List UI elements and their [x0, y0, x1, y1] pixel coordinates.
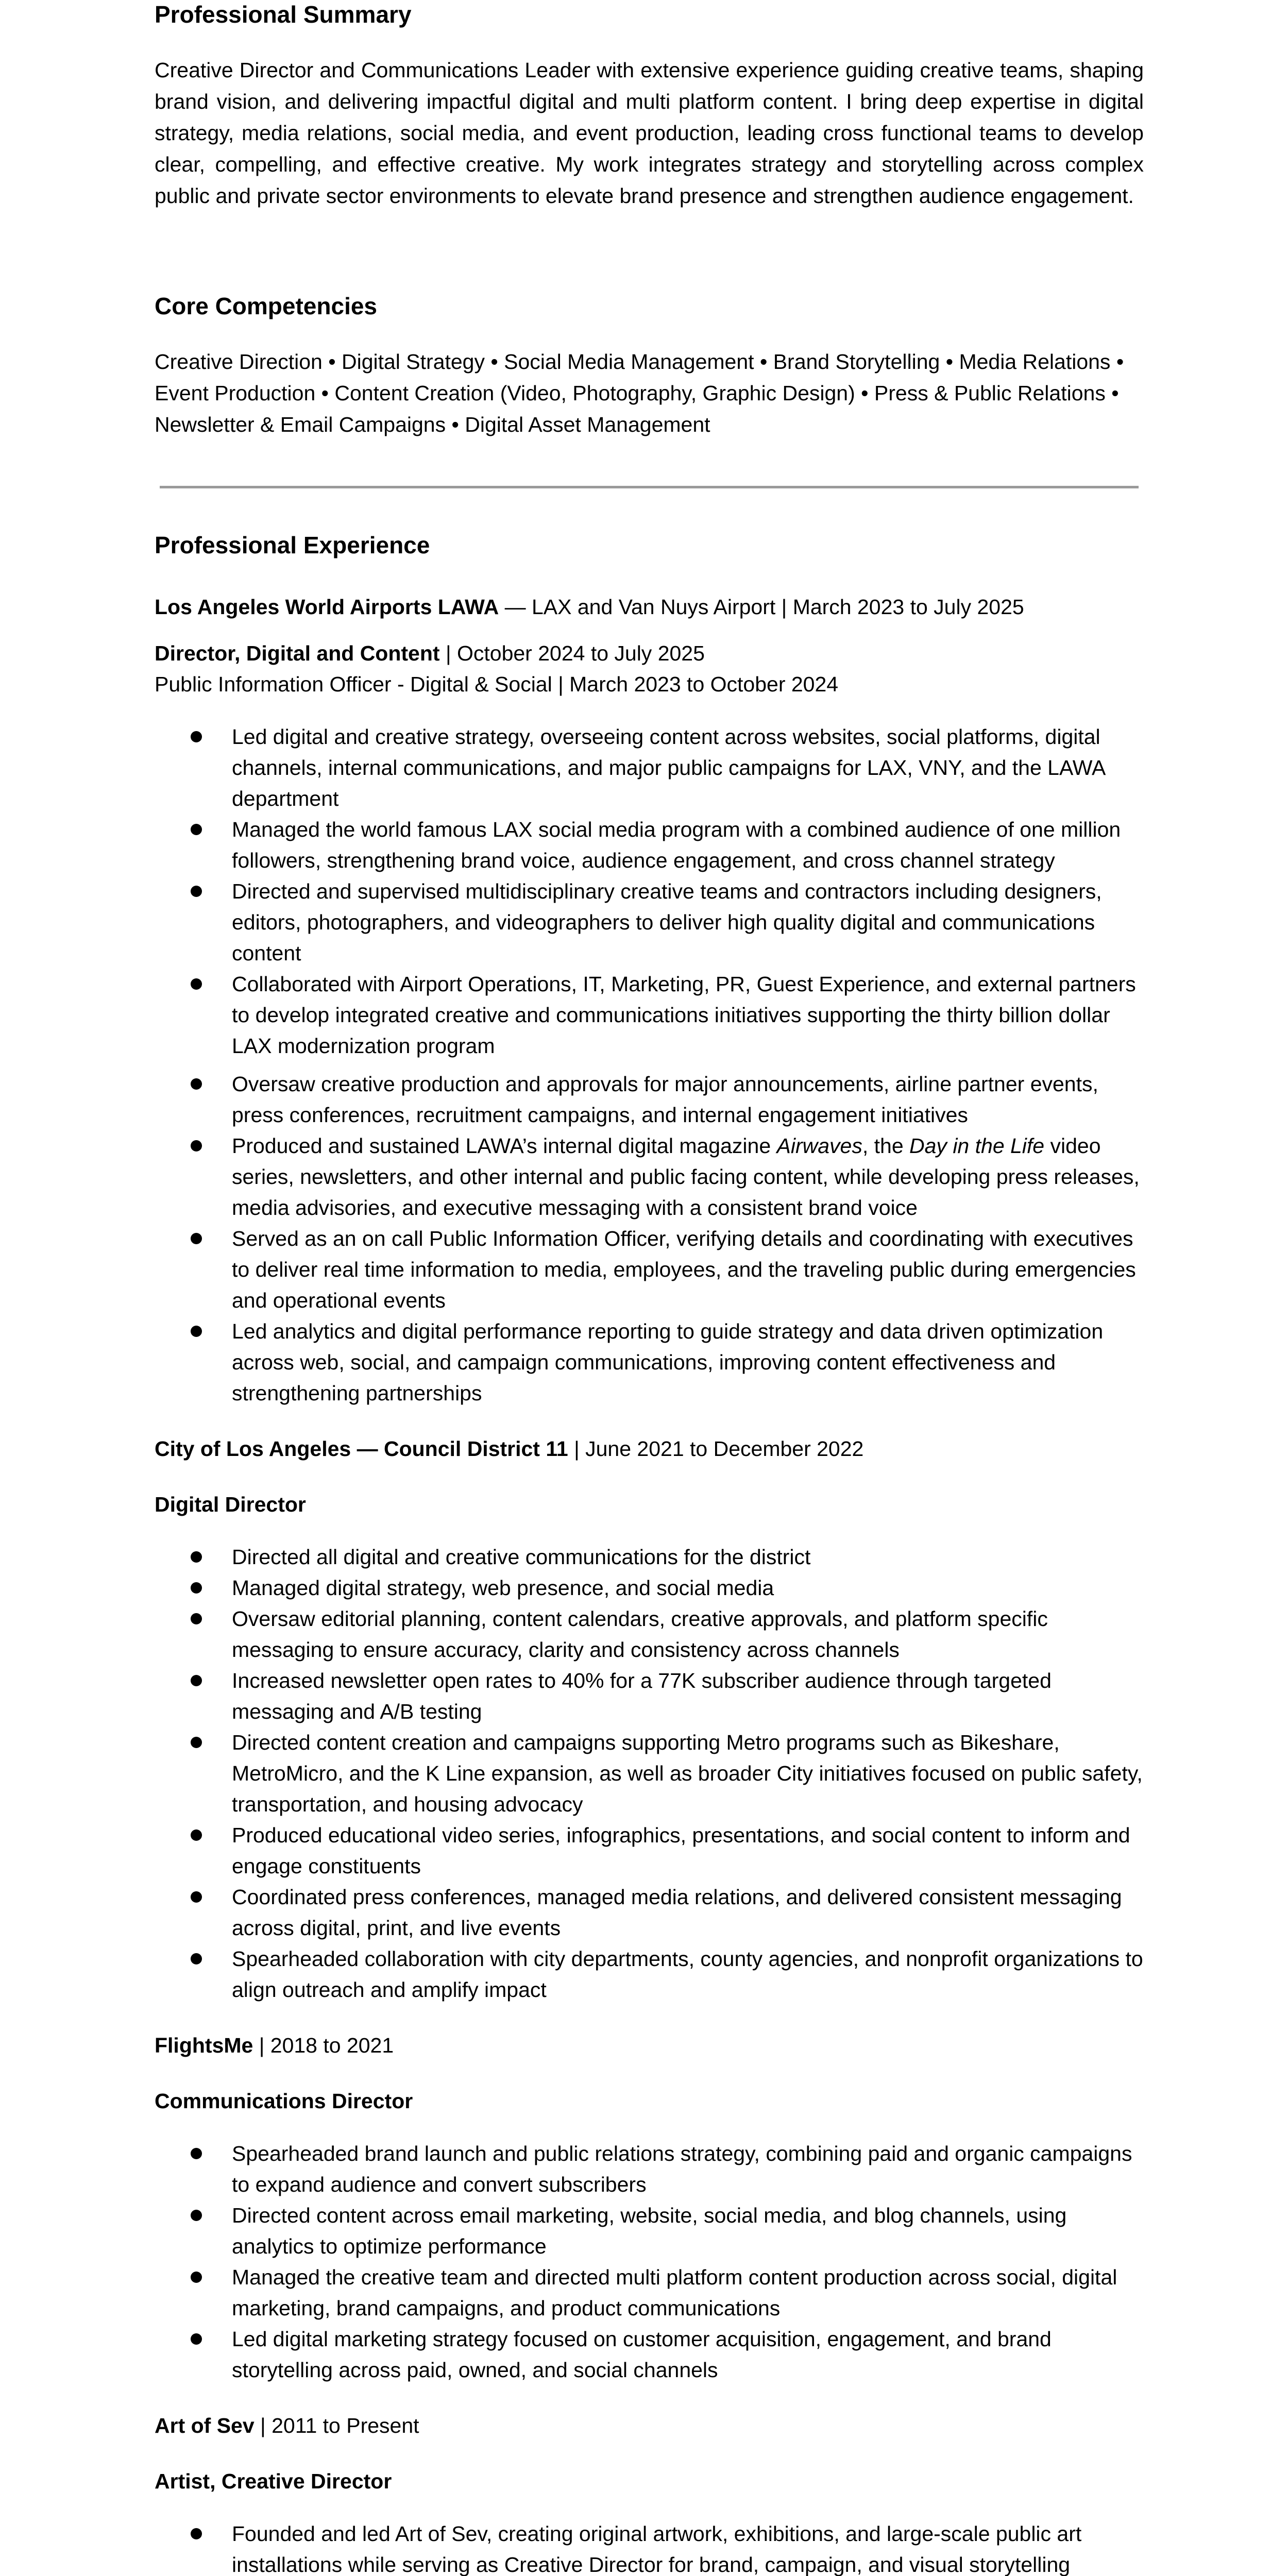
list-item: Directed all digital and creative communications for the district: [232, 1541, 1144, 1572]
list-item: Managed the world famous LAX social media program with a combined audience of one million followers, strengthening brand voice, audience engagement, and cross channel strategy: [232, 814, 1144, 876]
list-item: Led analytics and digital performance reporting to guide strategy and data driven optimization across web, social, and campaign communications, improving content effectiveness and strengthening partnerships: [232, 1316, 1144, 1409]
bullet-dot: [191, 731, 202, 742]
bullet-dot: [191, 1613, 202, 1624]
lawa-org-line: [155, 591, 1144, 622]
list-item: Coordinated press conferences, managed media relations, and delivered consistent messaging across digital, print, and live events: [232, 1882, 1144, 1943]
artofsev-title: Artist, Creative Director: [155, 2469, 392, 2493]
bullet-dot: [191, 1551, 202, 1563]
list-item: [232, 1130, 1144, 1223]
list-item: Directed content across email marketing, website, social media, and blog channels, using analytics to optimize performance: [232, 2200, 1144, 2262]
bullet-dot: [191, 1233, 202, 1244]
bullet-dot: [191, 1140, 202, 1151]
list-item: Managed the creative team and directed multi platform content production across social, digital marketing, brand campaigns, and product communications: [232, 2262, 1144, 2324]
magazine-bullet-p1: Produced and sustained LAWA’s internal digital magazine: [232, 1134, 777, 1158]
lawa-title: Director, Digital and Content: [155, 641, 440, 665]
list-item: Increased newsletter open rates to 40% for a 77K subscriber audience through targeted messaging and A/B testing: [232, 1665, 1144, 1727]
list-item: Spearheaded collaboration with city departments, county agencies, and nonprofit organizations to align outreach and amplify impact: [232, 1943, 1144, 2005]
video-series-title: Day in the Life: [909, 1134, 1045, 1158]
lawa-org-detail: — LAX and Van Nuys Airport | March 2023 to July 2025: [499, 595, 1024, 619]
divider: [160, 486, 1139, 488]
list-item: Directed and supervised multidisciplinary creative teams and contractors including designers, editors, photographers, and videographers to deliver high quality digital and communications content: [232, 876, 1144, 969]
bullet-dot: [191, 1829, 202, 1841]
competencies-section: [155, 292, 1144, 440]
list-item: Led digital and creative strategy, overseeing content across websites, social platforms, digital channels, internal communications, and major public campaigns for LAX, VNY, and the LAWA department: [232, 721, 1144, 814]
lawa-bullets: [155, 721, 1144, 1061]
summary-section: [155, 0, 1144, 212]
bullet-dot: [191, 2528, 202, 2539]
bullet-dot: [191, 1582, 202, 1594]
experience-heading: Professional Experience: [155, 532, 430, 558]
cd11-bullets: [155, 1541, 1144, 2005]
artofsev-org: Art of Sev: [155, 2414, 255, 2437]
bullet-dot: [191, 2148, 202, 2159]
bullet-dot: [191, 1737, 202, 1748]
artofsev-bullets: [155, 2518, 1144, 2576]
magazine-title: Airwaves: [776, 1134, 862, 1158]
experience-section: [155, 531, 1144, 2576]
summary-heading: Professional Summary: [155, 1, 412, 28]
list-item: Oversaw creative production and approvals for major announcements, airline partner events, press conferences, recruitment campaigns, and internal engagement initiatives: [232, 1069, 1144, 1130]
bullet-dot: [191, 824, 202, 835]
list-item: Collaborated with Airport Operations, IT, Marketing, PR, Guest Experience, and external partners to develop integrated creative and communications initiatives supporting the thirty billion dollar LAX modernization program: [232, 969, 1144, 1061]
list-item: Managed digital strategy, web presence, and social media: [232, 1572, 1144, 1603]
lawa-org: Los Angeles World Airports LAWA: [155, 595, 499, 619]
flightsme-bullets: [155, 2138, 1144, 2385]
magazine-bullet-p2: , the: [862, 1134, 910, 1158]
lawa-bullets-2: [155, 1069, 1144, 1409]
list-item: Produced educational video series, infographics, presentations, and social content to inform and engage constituents: [232, 1820, 1144, 1882]
competencies-text: Creative Direction • Digital Strategy • Social Media Management • Brand Storytelling • Media Relations • Event Production • Content Creation (Video, Photography, Graphic Design) • Press & Public Relations • Newsletter & Email Campaigns • Digital Asset Management: [155, 350, 1124, 436]
bullet-dot: [191, 1953, 202, 1964]
artofsev-org-detail: | 2011 to Present: [254, 2414, 419, 2437]
competencies-heading: Core Competencies: [155, 293, 378, 319]
bullet-dot: [191, 1326, 202, 1337]
lawa-title-line: [155, 638, 1144, 669]
cd11-org-detail: | June 2021 to December 2022: [568, 1437, 864, 1461]
flightsme-org-detail: | 2018 to 2021: [253, 2033, 394, 2057]
artofsev-org-line: [155, 2410, 1144, 2441]
bullet-dot: [191, 2272, 202, 2283]
cd11-title: Digital Director: [155, 1493, 306, 1516]
cd11-org: City of Los Angeles — Council District 11: [155, 1437, 568, 1461]
cd11-org-line: [155, 1433, 1144, 1464]
list-item: Directed content creation and campaigns supporting Metro programs such as Bikeshare, MetroMicro, and the K Line expansion, as well as broader City initiatives focused on public safety, transportation, and housing advocacy: [232, 1727, 1144, 1820]
bullet-dot: [191, 2210, 202, 2221]
bullet-dot: [191, 2333, 202, 2345]
lawa-prior-role: Public Information Officer - Digital & Social | March 2023 to October 2024: [155, 672, 839, 696]
summary-text: Creative Director and Communications Leader with extensive experience guiding creative teams, shaping brand vision, and delivering impactful digital and multi platform content. I bring deep expertise in digital strategy, media relations, social media, and event production, leading cross functional teams to develop clear, compelling, and effective creative. My work integrates strategy and storytelling across complex public and private sector environments to elevate brand presence and strengthen audience engagement.: [155, 58, 1144, 208]
list-item: Served as an on call Public Information Officer, verifying details and coordinating with executives to deliver real time information to media, employees, and the traveling public during emergencies and operational events: [232, 1223, 1144, 1316]
flightsme-org-line: [155, 2030, 1144, 2061]
flightsme-title: Communications Director: [155, 2089, 413, 2113]
lawa-title-detail: | October 2024 to July 2025: [439, 641, 705, 665]
bullet-dot: [191, 1675, 202, 1686]
bullet-dot: [191, 1078, 202, 1090]
list-item: Led digital marketing strategy focused on customer acquisition, engagement, and brand storytelling across paid, owned, and social channels: [232, 2324, 1144, 2385]
list-item: Spearheaded brand launch and public relations strategy, combining paid and organic campaigns to expand audience and convert subscribers: [232, 2138, 1144, 2200]
list-item: Founded and led Art of Sev, creating original artwork, exhibitions, and large-scale public art installations while serving as Creative Director for brand, campaign, and visual storytelling: [232, 2518, 1144, 2576]
bullet-dot: [191, 886, 202, 897]
list-item: Oversaw editorial planning, content calendars, creative approvals, and platform specific messaging to ensure accuracy, clarity and consistency across channels: [232, 1603, 1144, 1665]
magazine-bullet-p3: video series, newsletters, and other internal and public facing content, while developing press releases, media advisories, and executive messaging with a consistent brand voice: [232, 1134, 1140, 1219]
bullet-dot: [191, 1891, 202, 1903]
flightsme-org: FlightsMe: [155, 2033, 253, 2057]
bullet-dot: [191, 978, 202, 990]
